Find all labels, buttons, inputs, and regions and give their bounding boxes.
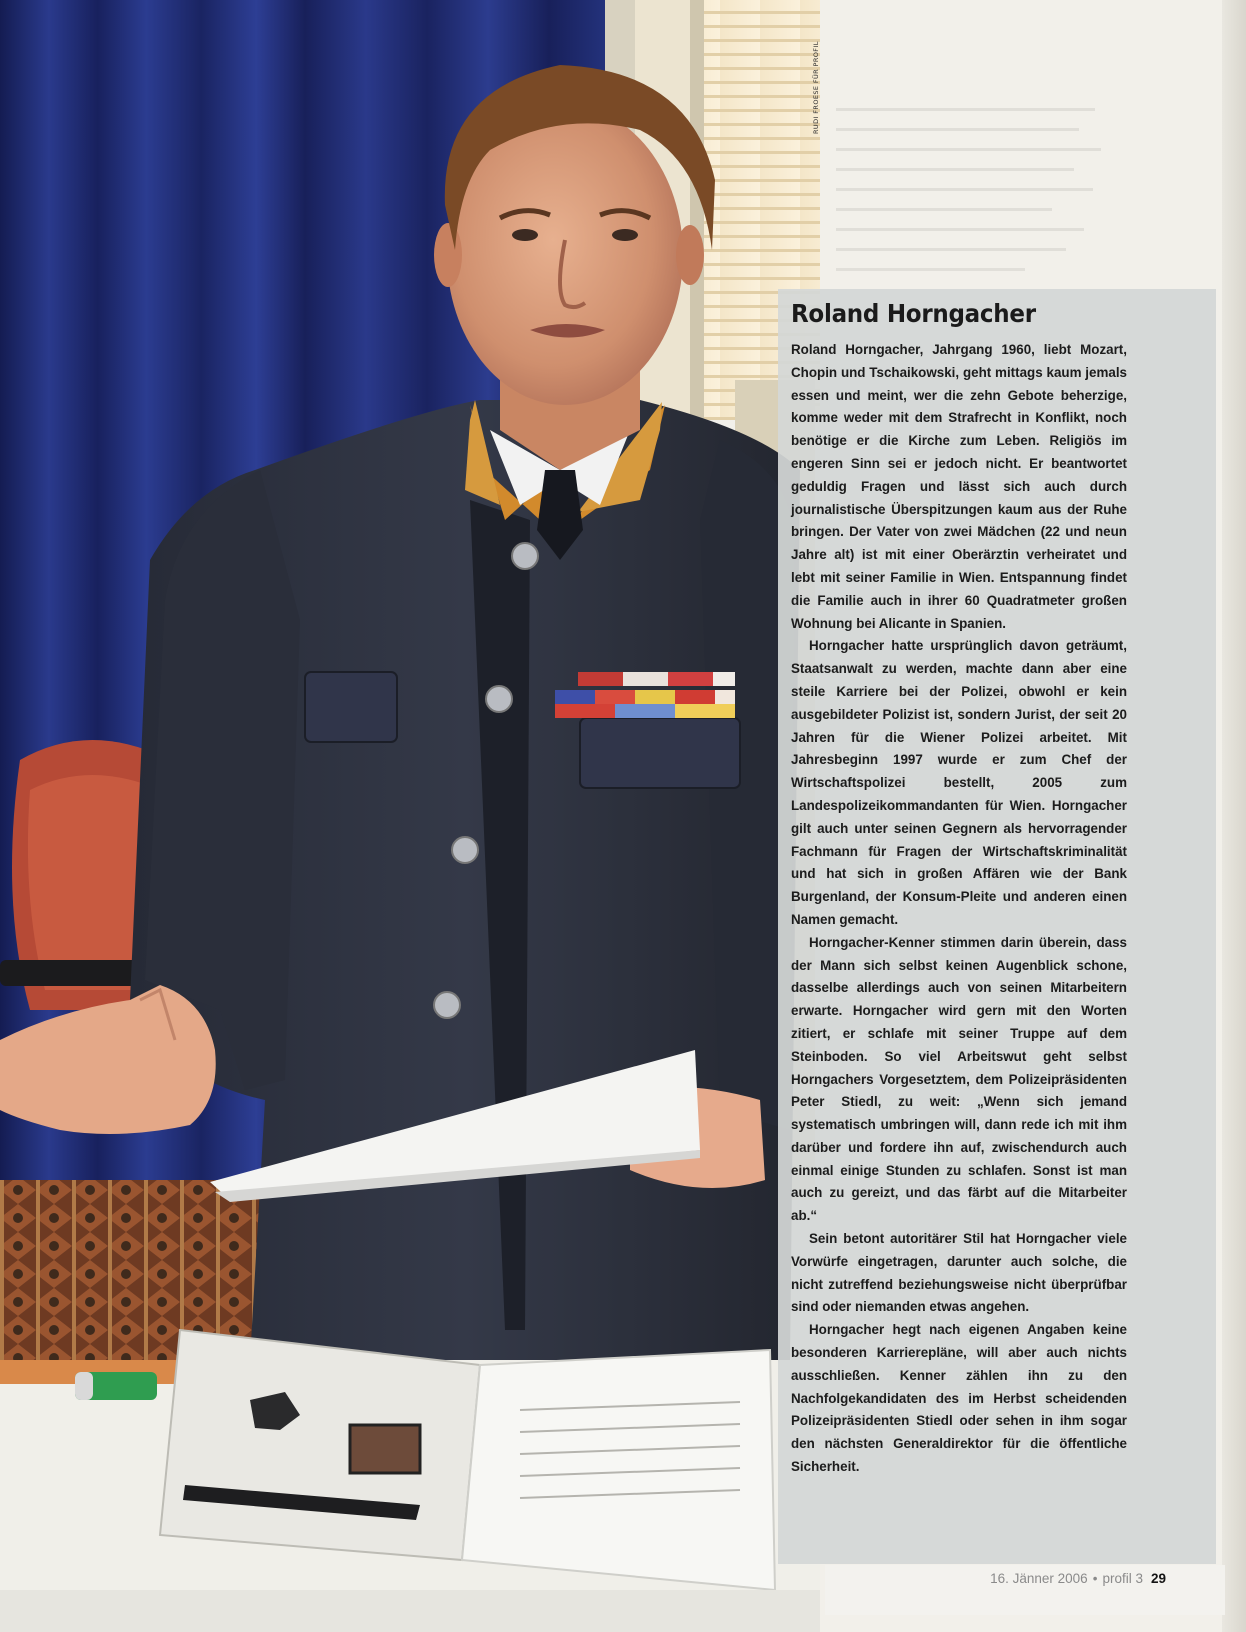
page-number: 29 bbox=[1150, 1571, 1166, 1586]
folio bbox=[990, 1571, 1166, 1586]
folio-date: 16. Jänner 2006 bbox=[990, 1571, 1088, 1586]
infobox-body bbox=[791, 339, 1127, 1479]
photo-credit: RUDI FROESE FÜR PROFIL bbox=[812, 41, 820, 134]
infobox-paragraph: Sein betont autoritärer Stil hat Horngacher viele Vorwürfe eingetragen, darunter auch solche, die nicht zutreffend beziehungsweise nicht überprüfbar sind oder niemanden etwas angehen. bbox=[791, 1231, 1127, 1315]
infobox-paragraph: Horngacher-Kenner stimmen darin überein, dass der Mann sich selbst keinen Augenblick schone, dasselbe allerdings auch von seinen Mitarbeitern erwarte. Horngacher wird gern mit den Worten zitiert, er schlafe mit seiner Truppe auf dem Steinboden. So viel Arbeitswut geht selbst Horngachers Vorgesetztem, dem Polizeipräsidenten Peter Stiedl, zu weit: „Wenn sich jemand systematisch umbringen will, dann rede ich mit ihm darüber und fordere ihn auf, zwischendurch auch einmal einige Stunden zu schlafen. Sonst ist man auch zu gereizt, und das färbt auf die Mitarbeiter ab.“ bbox=[791, 934, 1127, 1224]
profile-infobox bbox=[778, 289, 1216, 1564]
page-edge bbox=[1222, 0, 1246, 1632]
show-through-text bbox=[836, 108, 1106, 288]
infobox-title: Roland Horngacher bbox=[791, 299, 1036, 328]
infobox-paragraph: Horngacher hatte ursprünglich davon geträumt, Staatsanwalt zu werden, machte dann aber eine steile Karriere bei der Polizei, obwohl er kein ausgebildeter Polizist ist, sondern Jurist, der seit 20 Jahren für die Wiener Polizei arbeitet. Mit Jahresbeginn 1997 wurde er zum Chef der Wirtschaftspolizei bestellt, 2005 zum Landespolizeikommandanten für Wien. Horngacher gilt auch unter seinen Gegnern als hervorragender Fachmann für Fragen der Wirtschaftskriminalität und hat sich in großen Affären wie der Bank Burgenland, der Konsum-Pleite und anderen einen Namen gemacht. bbox=[791, 638, 1127, 927]
infobox-paragraph: Roland Horngacher, Jahrgang 1960, liebt Mozart, Chopin und Tschaikowski, geht mittags kaum jemals essen und meint, wer die zehn Gebote beherzige, komme weder mit dem Strafrecht in Konflikt, noch benötige er die Kirche zum Leben. Religiös im engeren Sinn sei er jedoch nicht. Er beantwortet geduldig Fragen und lässt sich auch durch journalistische Überspitzungen kaum aus der Ruhe bringen. Der Vater von zwei Mädchen (22 und neun Jahre alt) ist mit einer Oberärztin verheiratet und lebt mit seiner Familie in Wien. Entspannung findet die Familie auch in ihrer 60 Quadratmeter großen Wohnung bei Alicante in Spanien. bbox=[791, 342, 1127, 631]
folio-separator: • bbox=[1092, 1571, 1098, 1586]
folio-magazine: profil 3 bbox=[1102, 1571, 1143, 1586]
infobox-paragraph: Horngacher hegt nach eigenen Angaben keine besonderen Karrierepläne, will aber auch nichts ausschließen. Kenner zählen ihn zu den Nachfolgekandidaten des im Herbst scheidenden Polizeipräsidenten Stiedl oder sehen in ihm sogar den nächsten Generaldirektor für die öffentliche Sicherheit. bbox=[791, 1322, 1127, 1475]
